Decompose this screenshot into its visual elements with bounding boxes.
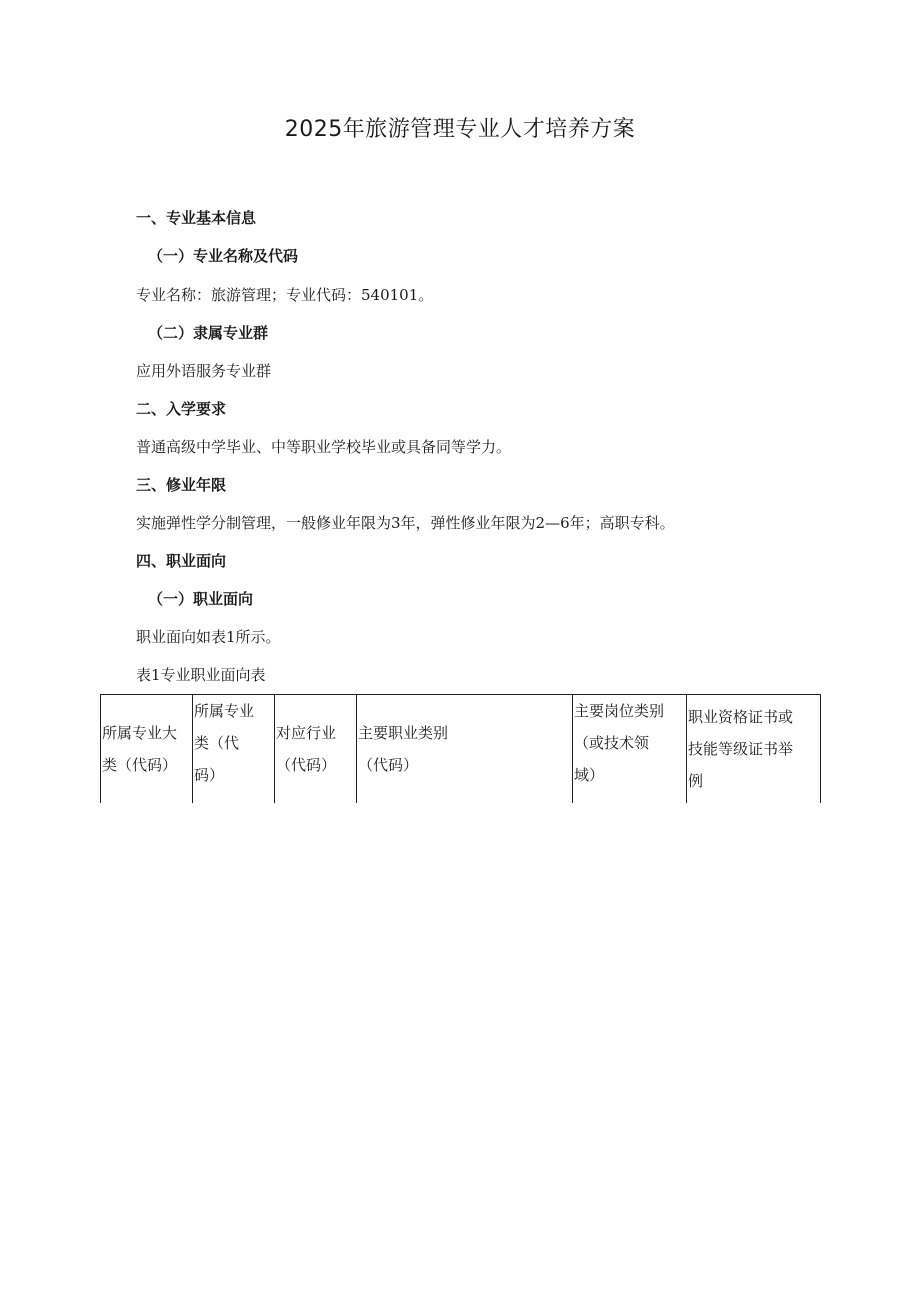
table-header-row (101, 695, 821, 804)
text-duration: 实施弹性学分制管理，一般修业年限为3年，弹性修业年限为2—6年；高职专科。 (136, 514, 675, 532)
table-header-cell: 主要职业类别 （代码） (357, 695, 573, 804)
text-name-code: 专业名称：旅游管理；专业代码：540101。 (136, 286, 434, 304)
table-header-cell: 对应行业 （代码） (275, 695, 357, 804)
text-career: 职业面向如表1所示。 (136, 628, 281, 646)
heading-duration: 三、修业年限 (136, 476, 227, 494)
document-title: 2025年旅游管理专业人才培养方案 (284, 117, 636, 142)
heading-career-sub: （一）职业面向 (148, 590, 254, 608)
heading-admission: 二、入学要求 (136, 400, 227, 418)
text-admission: 普通高级中学毕业、中等职业学校毕业或具备同等学力。 (136, 438, 512, 456)
heading-career: 四、职业面向 (136, 552, 227, 570)
table-header-cell: 主要岗位类别 （或技术领 域） (573, 695, 687, 804)
table-header-cell: 所属专业大 类（代码） (101, 695, 193, 804)
text-major-group: 应用外语服务专业群 (136, 362, 272, 380)
heading-basic-info: 一、专业基本信息 (136, 209, 257, 227)
heading-major-group: （二）隶属专业群 (148, 324, 269, 342)
table-header-cell: 职业资格证书或 技能等级证书举 例 (687, 695, 821, 804)
career-table (100, 694, 821, 803)
heading-name-code: （一）专业名称及代码 (148, 247, 299, 265)
table-caption: 表1专业职业面向表 (136, 666, 266, 684)
table-header-cell: 所属专业 类（代 码） (193, 695, 275, 804)
